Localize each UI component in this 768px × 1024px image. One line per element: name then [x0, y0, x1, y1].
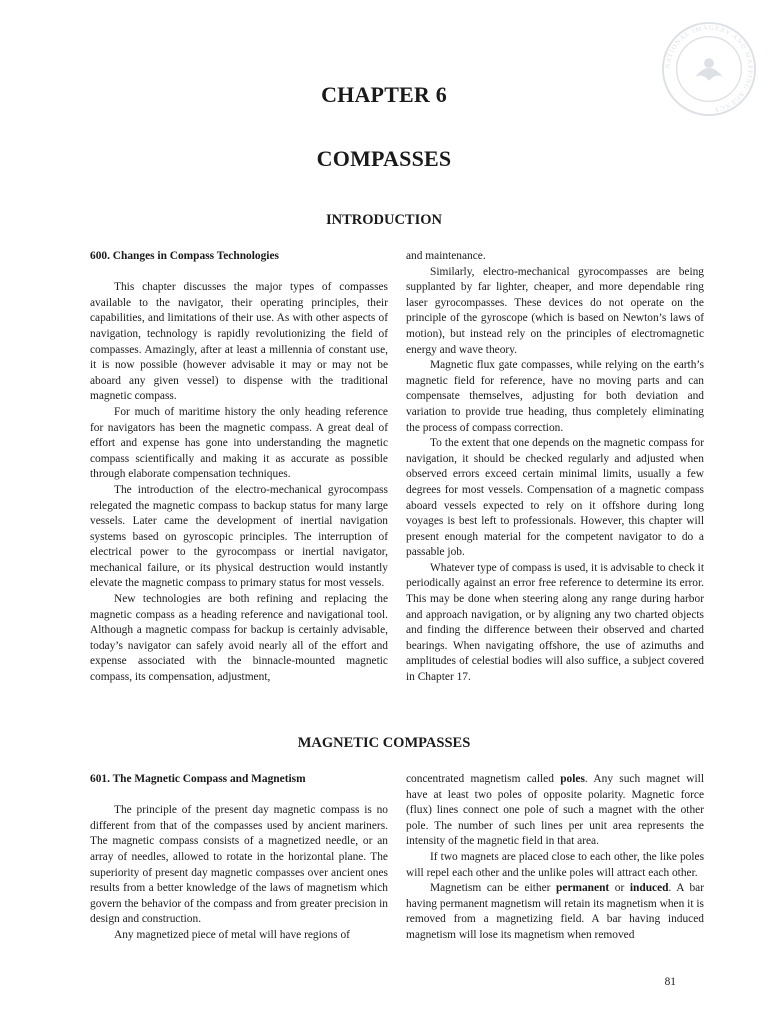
chapter-title: COMPASSES — [316, 146, 452, 171]
paragraph: Magnetic flux gate compasses, while relying on the earth’s magnetic field for reference, have no moving parts and can compensate themselves, adjusting for both deviation and variation to provide true heading, thus completely eliminating the process of compass correction. — [406, 359, 704, 434]
subsection-heading-600: 600. Changes in Compass Technologies — [90, 250, 279, 262]
magnetic-right-column — [406, 772, 704, 944]
term-induced: induced — [629, 882, 669, 895]
section-heading-magnetic-compasses: MAGNETIC COMPASSES — [297, 735, 471, 751]
paragraph: The principle of the present day magnetic compass is no different from that of the compasses used by ancient mariners. The magnetic compass consists of a magnetized needle, or an array of needles, allowed to rotate in the horizontal plane. The superiority of present day magnetic compasses over ancient ones results from a better knowledge of the laws of magnetism which govern the behavior of the compass and from greater precision in design and construction. — [90, 804, 388, 926]
term-permanent: permanent — [556, 882, 610, 895]
paragraph: Whatever type of compass is used, it is advisable to check it periodically against an error free reference to determine its error. This may be done when steering along any range during harbor and approach navigation, or by aligning any two charted objects and finding the difference between their observed and charted bearings. When navigating offshore, the use of azimuths and amplitudes of celestial bodies will also suffice, a subject covered in Chapter 17. — [406, 561, 704, 684]
page-number: 81 — [664, 976, 676, 988]
paragraph: The introduction of the electro-mechanical gyrocompass relegated the magnetic compass to backup status for many large vessels. Later came the development of inertial navigation systems based on gyroscopic principles. The interruption of electrical power to the gyrocompass or inertial navigator, mechanical failure, or its physical destruction would instantly elevate the magnetic compass to primary status for most vessels. — [90, 483, 388, 590]
paragraph: To the extent that one depends on the magnetic compass for navigation, it should be checked regularly and adjusted when observed errors exceed certain minimal limits, usually a few degrees for most vessels. Compensation of a magnetic compass aboard vessels expected to rely on it offshore during long voyages is best left to professionals. However, this chapter will present enough material for the competent navigator to do a passable job. — [406, 437, 704, 559]
magnetic-left-column — [90, 772, 388, 944]
paragraph: If two magnets are placed close to each other, the like poles will repel each other and the unlike poles will attract each other. — [406, 850, 704, 879]
paragraph: Similarly, electro-mechanical gyrocompasses are being supplanted by far lighter, cheaper, and more dependable ring laser gyrocompasses. These devices do not operate on the principle of the gyroscope (which is based on Newton’s laws of motion), but instead rely on the principles of electromagnetic energy and wave theory. — [406, 265, 704, 356]
paragraph: This chapter discusses the major types of compasses available to the navigator, their operating principles, their capabilities, and limitations of their use. As with other aspects of navigation, technology is rapidly revolutionizing the field of compasses. Amazingly, after at least a millennia of constant use, it is now possible (however advisable it may or may not be aboard any given vessel) to dispense with the traditional magnetic compass. — [90, 281, 388, 403]
intro-left-column — [90, 249, 388, 686]
paragraph: New technologies are both refining and replacing the magnetic compass as a heading reference and navigational tool. Although a magnetic compass for backup is certainly advisable, today’s navigator can safely avoid nearly all of the effort and expense associated with the binnacle-mounted magnetic compass, its compensation, adjustment, — [90, 593, 388, 684]
chapter-number: CHAPTER 6 — [321, 82, 447, 107]
paragraph: Any magnetized piece of metal will have regions of — [114, 928, 350, 941]
paragraph: For much of maritime history the only heading reference for navigators has been the magnetic compass. A great deal of effort and expense has gone into understanding the magnetic compass scientifically and making it as accurate as possible through elaborate compensation techniques. — [90, 405, 388, 481]
paragraph-continuation: and maintenance. — [406, 250, 486, 262]
paragraph-continuation: concentrated magnetism called poles. Any such magnet will have at least two poles of opposite polarity. Magnetic force (flux) lines connect one pole of such a magnet with the other pole. The number of such lines per unit area represents the intensity of the magnetic field in that area. — [406, 773, 704, 848]
section-heading-introduction: INTRODUCTION — [325, 212, 442, 228]
term-poles: poles — [560, 773, 585, 785]
intro-right-column — [406, 249, 704, 686]
subsection-heading-601: 601. The Magnetic Compass and Magnetism — [90, 773, 306, 785]
paragraph: Magnetism can be either permanent or induced. A bar having permanent magnetism will retain its magnetism when it is removed from a magnetizing field. A bar having induced magnetism will lose its magnetism when removed — [406, 882, 704, 941]
svg-text:NATIONAL IMAGERY AND MAPPING A: NATIONAL IMAGERY AND MAPPING AGENCY — [664, 24, 754, 114]
